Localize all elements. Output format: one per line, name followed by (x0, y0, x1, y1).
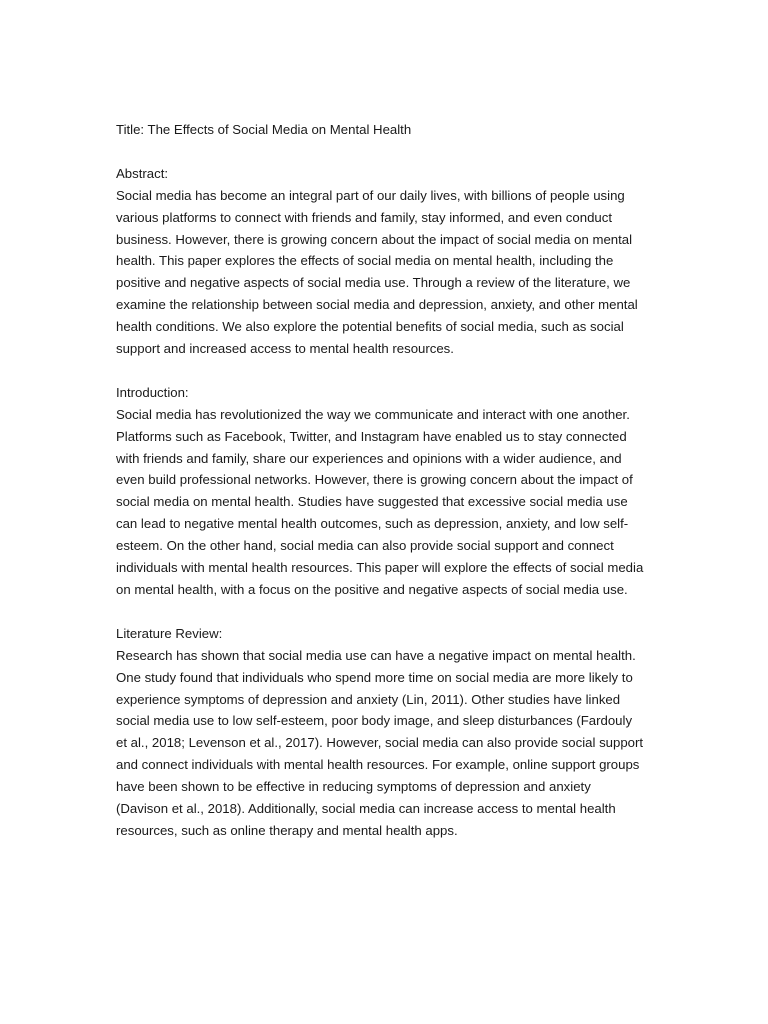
section-heading-abstract: Abstract: (116, 165, 169, 181)
section-body-literature-review: Research has shown that social media use can have a negative impact on mental health. One study found that individuals who spend more time on social media are more likely to experience symptoms of depression and anxiety (Lin, 2011). Other studies have linked social media use to low self-esteem, poor body image, and sleep disturbances (Fardouly et al., 2018; Levenson et al., 2017). However, social media can also provide social support and connect individuals with mental health resources. For example, online support groups have been shown to be effective in reducing symptoms of depression and anxiety (Davison et al., 2018). Additionally, social media can increase access to mental health resources, such as online therapy and mental health apps. (116, 647, 644, 838)
section-introduction (116, 382, 646, 601)
section-literature-review (116, 623, 646, 842)
section-heading-literature-review: Literature Review: (116, 625, 223, 641)
document-content (116, 119, 646, 842)
document-title: Title: The Effects of Social Media on Mental Health (116, 122, 412, 137)
section-body-abstract: Social media has become an integral part of our daily lives, with billions of people using various platforms to connect with friends and family, stay informed, and even conduct business. However, there is growing concern about the impact of social media on mental health. This paper explores the effects of social media on mental health, including the positive and negative aspects of social media use. Through a review of the literature, we examine the relationship between social media and depression, anxiety, and other mental health conditions. We also explore the potential benefits of social media, such as social support and increased access to mental health resources. (116, 187, 638, 357)
section-abstract (116, 163, 646, 360)
section-heading-introduction: Introduction: (116, 384, 189, 400)
section-body-introduction: Social media has revolutionized the way we communicate and interact with one another. Platforms such as Facebook, Twitter, and Instagram have enabled us to stay connected with friends and family, share our experiences and opinions with a wider audience, and even build professional networks. However, there is growing concern about the impact of social media on mental health. Studies have suggested that excessive social media use can lead to negative mental health outcomes, such as depression, anxiety, and low self-esteem. On the other hand, social media can also provide social support and connect individuals with mental health resources. This paper will explore the effects of social media on mental health, with a focus on the positive and negative aspects of social media use. (116, 406, 644, 597)
